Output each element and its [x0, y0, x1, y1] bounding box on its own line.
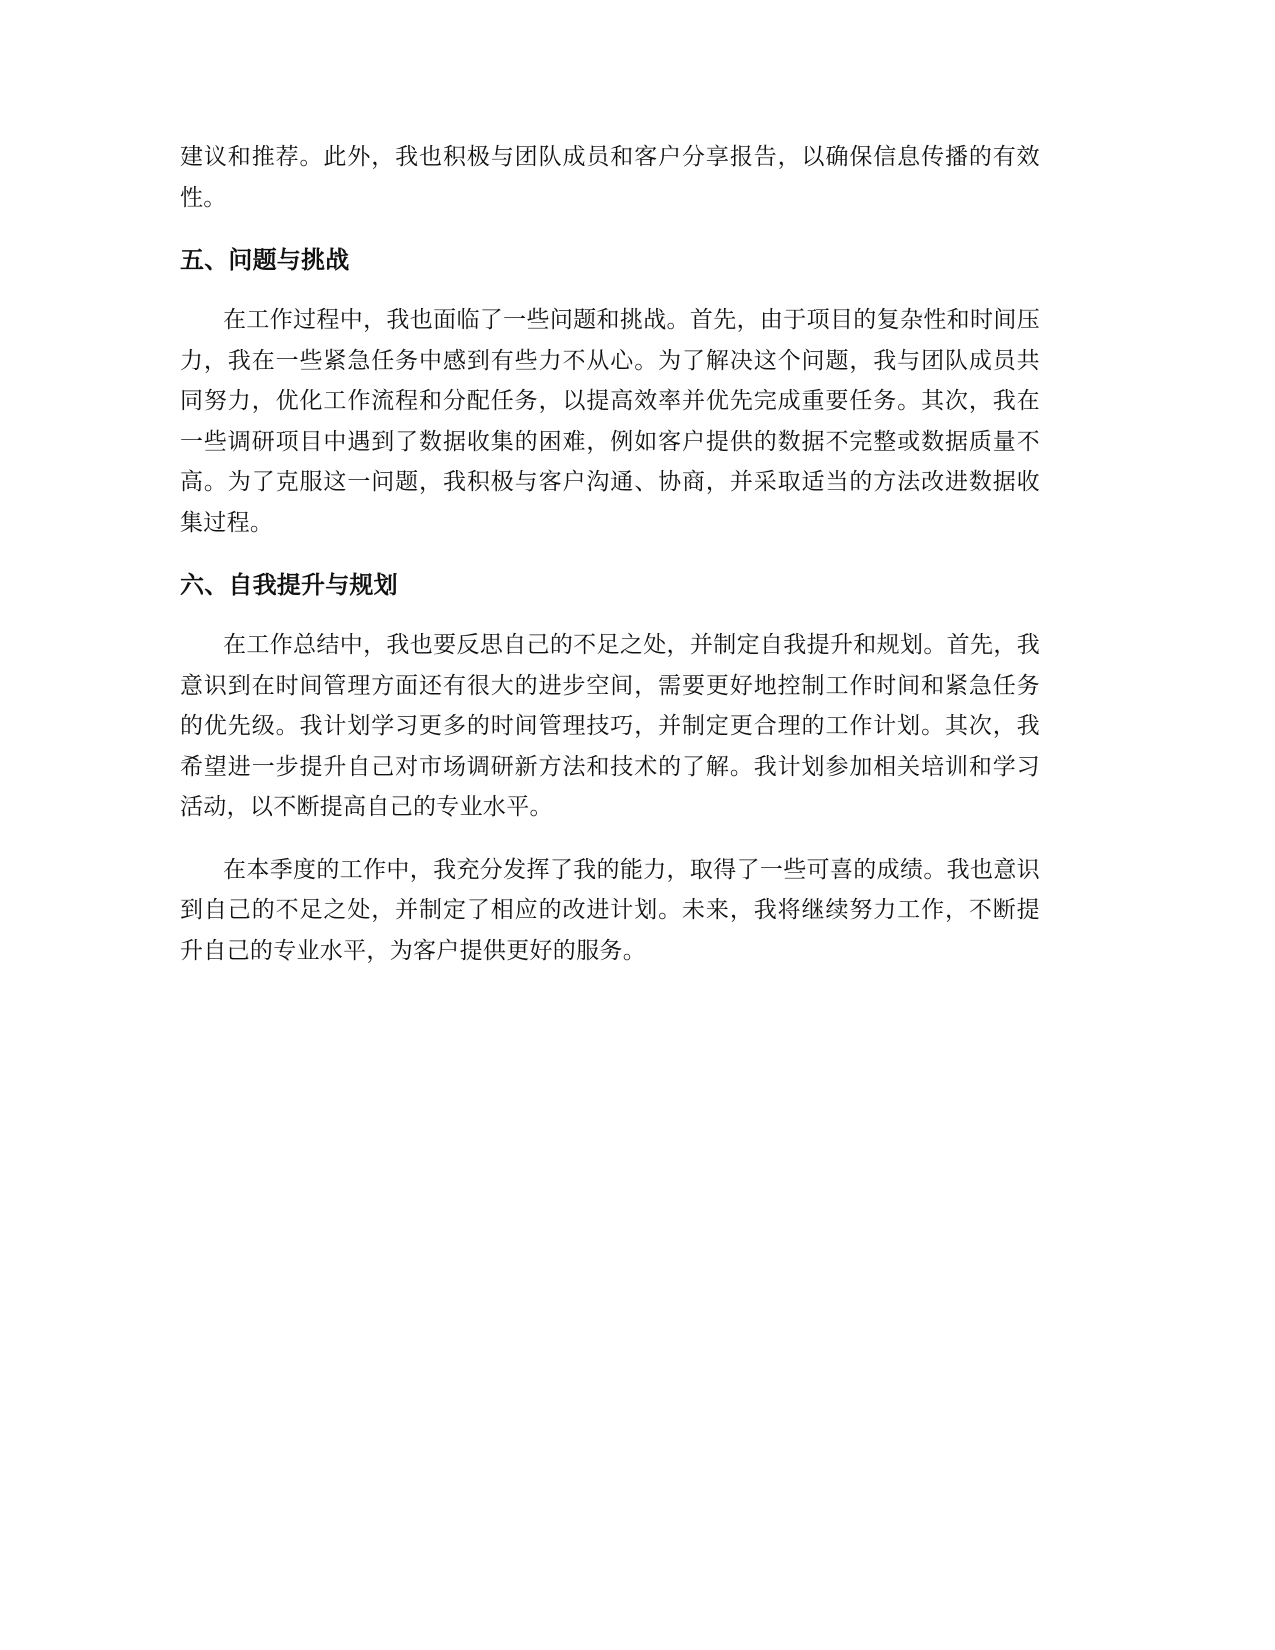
intro-paragraph: 建议和推荐。此外，我也积极与团队成员和客户分享报告，以确保信息传播的有效性。 [180, 144, 1040, 211]
section-heading-problems-challenges: 五、问题与挑战 [180, 246, 350, 274]
closing-paragraph: 在本季度的工作中，我充分发挥了我的能力，取得了一些可喜的成绩。我也意识到自己的不足之处，并制定了相应的改进计划。未来，我将继续努力工作，不断提升自己的专业水平，为客户提供更好的服务。 [180, 856, 1040, 964]
document-body [180, 137, 1040, 971]
section-heading-self-improvement: 六、自我提升与规划 [180, 571, 398, 599]
section-paragraph-problems-challenges: 在工作过程中，我也面临了一些问题和挑战。首先，由于项目的复杂性和时间压力，我在一些紧急任务中感到有些力不从心。为了解决这个问题，我与团队成员共同努力，优化工作流程和分配任务，以提高效率并优先完成重要任务。其次，我在一些调研项目中遇到了数据收集的困难，例如客户提供的数据不完整或数据质量不高。为了克服这一问题，我积极与客户沟通、协商，并采取适当的方法改进数据收集过程。 [180, 307, 1040, 536]
section-paragraph-self-improvement: 在工作总结中，我也要反思自己的不足之处，并制定自我提升和规划。首先，我意识到在时间管理方面还有很大的进步空间，需要更好地控制工作时间和紧急任务的优先级。我计划学习更多的时间管理技巧，并制定更合理的工作计划。其次，我希望进一步提升自己对市场调研新方法和技术的了解。我计划参加相关培训和学习活动，以不断提高自己的专业水平。 [180, 632, 1040, 820]
